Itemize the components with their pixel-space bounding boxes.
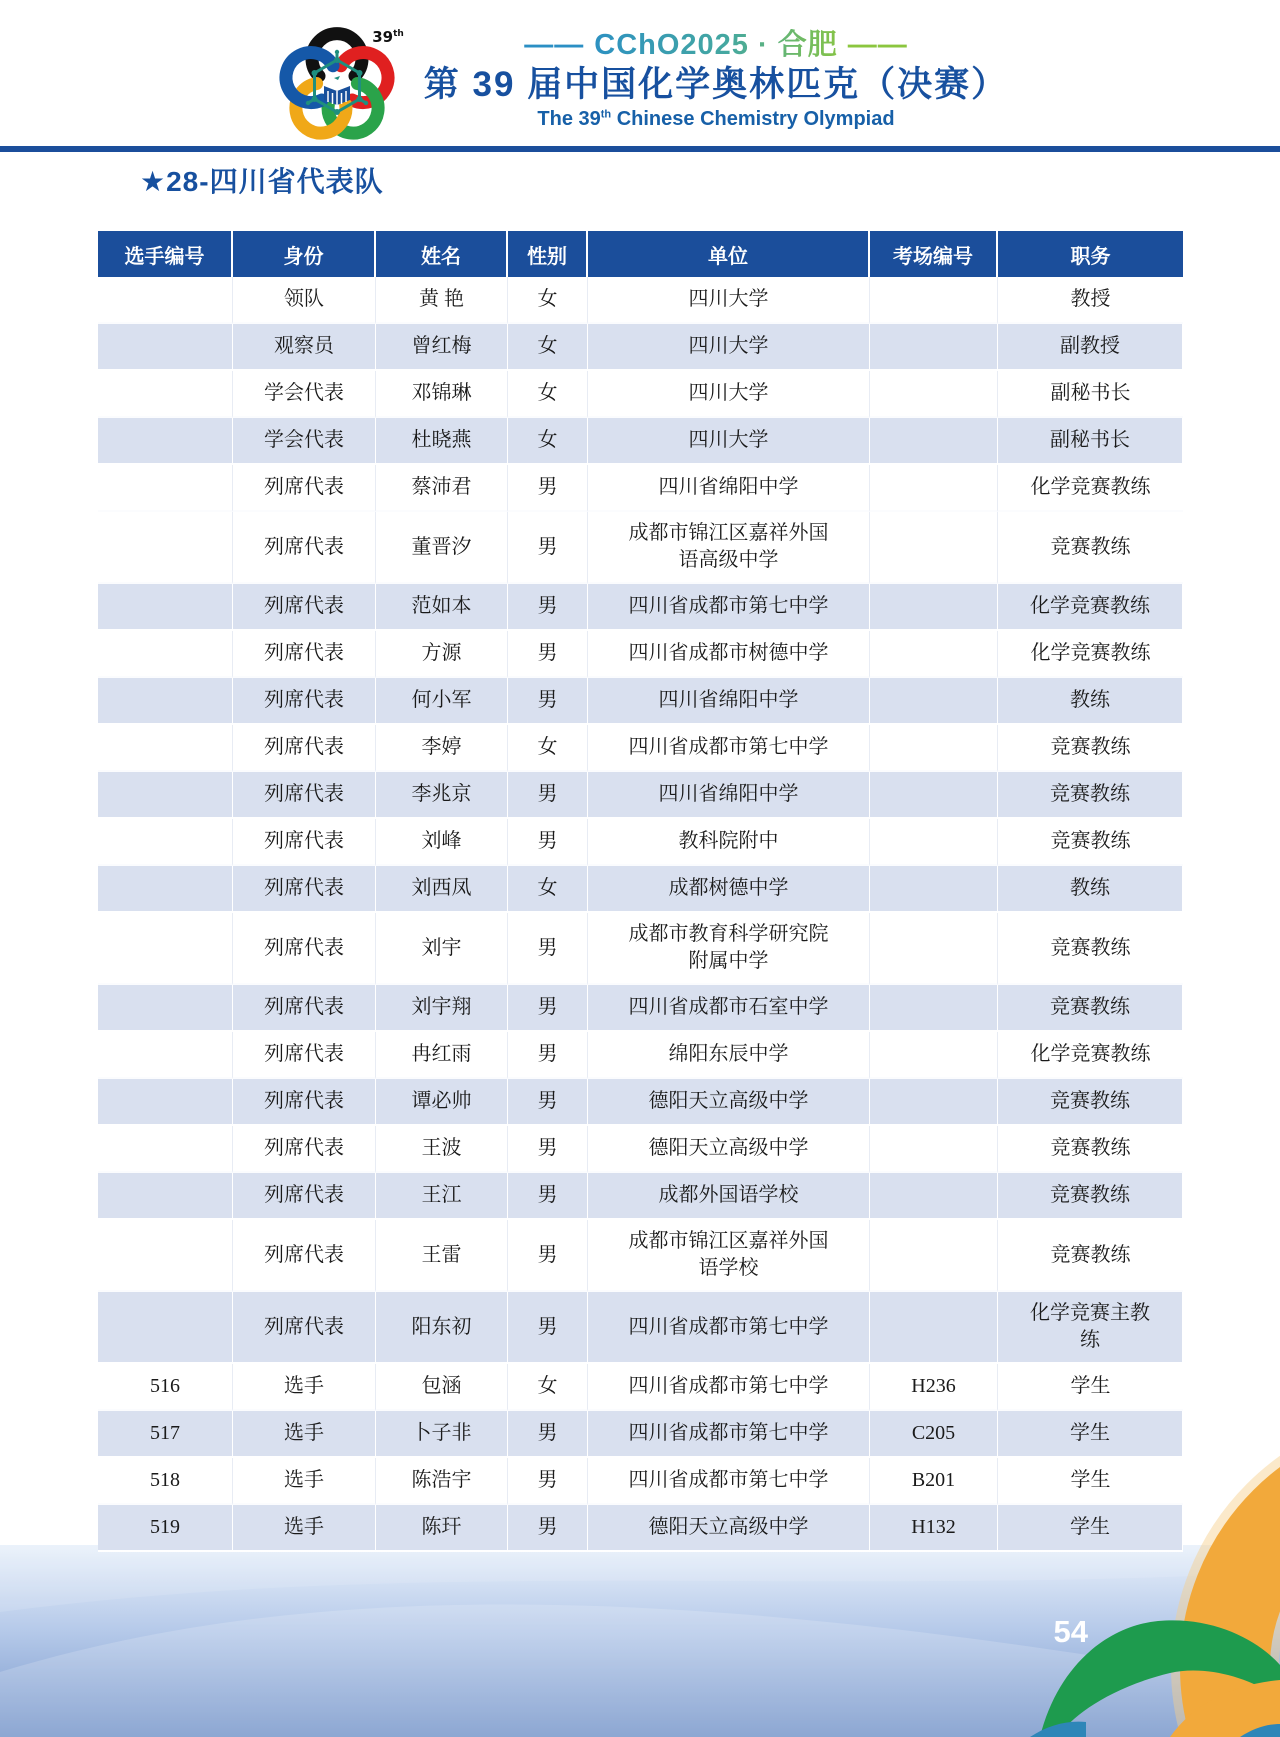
role-cell: 选手: [233, 1364, 376, 1411]
name-cell: 王雷: [376, 1220, 508, 1292]
gender-cell: 男: [508, 1411, 588, 1458]
unit-cell: 四川省绵阳中学: [588, 678, 870, 725]
role-cell: 观察员: [233, 324, 376, 371]
gender-cell: 女: [508, 324, 588, 371]
gender-cell: 男: [508, 1458, 588, 1505]
room-number-cell: [870, 772, 998, 819]
role-cell: 列席代表: [233, 725, 376, 772]
contestant-number-cell: [98, 678, 233, 725]
contestant-number-cell: [98, 725, 233, 772]
contestant-number-cell: [98, 1079, 233, 1126]
gender-cell: 男: [508, 1220, 588, 1292]
table-row: [98, 418, 1183, 465]
gender-cell: 男: [508, 819, 588, 866]
role-cell: 选手: [233, 1411, 376, 1458]
section-title: ★28-四川省代表队: [140, 166, 384, 197]
duty-cell: 竞赛教练: [998, 1173, 1183, 1220]
page-number: 54: [1053, 1614, 1088, 1649]
room-number-cell: [870, 1079, 998, 1126]
duty-cell: 竞赛教练: [998, 1220, 1183, 1292]
name-cell: 邓锦琳: [376, 371, 508, 418]
name-cell: 刘宇翔: [376, 985, 508, 1032]
duty-cell: 竞赛教练: [998, 985, 1183, 1032]
room-number-cell: [870, 418, 998, 465]
ccho-2025-hefei: CChO2025 · 合肥: [584, 29, 847, 61]
event-title-cn: 第 39 届中国化学奥林匹克（决赛）: [423, 64, 1009, 104]
role-cell: 列席代表: [233, 584, 376, 631]
delegation-table: [98, 231, 1183, 1552]
contestant-number-cell: 517: [98, 1411, 233, 1458]
unit-cell: 四川省成都市第七中学: [588, 1364, 870, 1411]
contestant-number-cell: [98, 1126, 233, 1173]
table-row: [98, 1292, 1183, 1364]
room-number-cell: [870, 584, 998, 631]
gender-cell: 男: [508, 465, 588, 512]
table-row: [98, 866, 1183, 913]
table-row: [98, 1458, 1183, 1505]
gender-cell: 女: [508, 277, 588, 324]
unit-cell: 四川省绵阳中学: [588, 465, 870, 512]
unit-cell: 四川省成都市石室中学: [588, 985, 870, 1032]
room-number-cell: [870, 913, 998, 985]
table-row: [98, 1411, 1183, 1458]
contestant-number-cell: [98, 1220, 233, 1292]
name-cell: 包涵: [376, 1364, 508, 1411]
role-cell: 选手: [233, 1505, 376, 1552]
name-cell: 黄 艳: [376, 277, 508, 324]
unit-cell: 教科院附中: [588, 819, 870, 866]
room-number-cell: [870, 985, 998, 1032]
room-number-cell: [870, 1292, 998, 1364]
role-cell: 列席代表: [233, 1079, 376, 1126]
duty-cell: 学生: [998, 1458, 1183, 1505]
unit-cell: 四川省成都市第七中学: [588, 1458, 870, 1505]
duty-cell: 竞赛教练: [998, 1126, 1183, 1173]
event-name-line: [524, 29, 907, 62]
room-number-cell: C205: [870, 1411, 998, 1458]
room-number-cell: [870, 725, 998, 772]
role-cell: 列席代表: [233, 985, 376, 1032]
name-cell: 卜子非: [376, 1411, 508, 1458]
unit-cell: 四川省成都市树德中学: [588, 631, 870, 678]
unit-cell: 成都市锦江区嘉祥外国语高级中学: [588, 512, 870, 584]
table-row: [98, 985, 1183, 1032]
room-number-cell: [870, 465, 998, 512]
duty-cell: 化学竞赛教练: [998, 631, 1183, 678]
logo-39th-badge: 39th: [372, 28, 404, 46]
gender-cell: 男: [508, 1173, 588, 1220]
contestant-number-cell: [98, 985, 233, 1032]
room-number-cell: H132: [870, 1505, 998, 1552]
duty-cell: 副教授: [998, 324, 1183, 371]
role-cell: 列席代表: [233, 678, 376, 725]
gender-cell: 男: [508, 1292, 588, 1364]
table-row: [98, 1032, 1183, 1079]
gender-cell: 男: [508, 584, 588, 631]
room-number-cell: [870, 1173, 998, 1220]
room-number-cell: B201: [870, 1458, 998, 1505]
duty-cell: 教授: [998, 277, 1183, 324]
gender-cell: 女: [508, 418, 588, 465]
contestant-number-cell: [98, 913, 233, 985]
duty-cell: 竞赛教练: [998, 819, 1183, 866]
duty-cell: 副秘书长: [998, 418, 1183, 465]
table-row: [98, 371, 1183, 418]
duty-cell: 教练: [998, 678, 1183, 725]
contestant-number-cell: [98, 584, 233, 631]
room-number-cell: [870, 819, 998, 866]
role-cell: 列席代表: [233, 866, 376, 913]
table-row: [98, 1220, 1183, 1292]
duty-cell: 副秘书长: [998, 371, 1183, 418]
unit-cell: 四川省成都市第七中学: [588, 725, 870, 772]
left-dash: ——: [524, 29, 585, 62]
unit-cell: 成都市锦江区嘉祥外国语学校: [588, 1220, 870, 1292]
unit-cell: 成都树德中学: [588, 866, 870, 913]
contestant-number-cell: 518: [98, 1458, 233, 1505]
name-cell: 曾红梅: [376, 324, 508, 371]
role-cell: 列席代表: [233, 772, 376, 819]
column-header-role: 身份: [233, 231, 376, 277]
table-row: [98, 1364, 1183, 1411]
table-row: [98, 772, 1183, 819]
contestant-number-cell: [98, 631, 233, 678]
ccho-logo: [272, 14, 410, 146]
column-header-unit: 单位: [588, 231, 870, 277]
room-number-cell: [870, 1126, 998, 1173]
name-cell: 谭必帅: [376, 1079, 508, 1126]
contestant-number-cell: [98, 866, 233, 913]
duty-cell: 学生: [998, 1505, 1183, 1552]
contestant-number-cell: [98, 819, 233, 866]
unit-cell: 成都外国语学校: [588, 1173, 870, 1220]
name-cell: 陈玕: [376, 1505, 508, 1552]
column-header-gender: 性别: [508, 231, 588, 277]
gender-cell: 男: [508, 913, 588, 985]
column-header-room-number: 考场编号: [870, 231, 998, 277]
table-row: [98, 1126, 1183, 1173]
page-header: [0, 14, 1280, 146]
table-row: [98, 584, 1183, 631]
role-cell: 列席代表: [233, 512, 376, 584]
gender-cell: 男: [508, 1032, 588, 1079]
duty-cell: 学生: [998, 1411, 1183, 1458]
unit-cell: 四川省绵阳中学: [588, 772, 870, 819]
duty-cell: 竞赛教练: [998, 512, 1183, 584]
table-row: [98, 725, 1183, 772]
name-cell: 杜晓燕: [376, 418, 508, 465]
gender-cell: 男: [508, 985, 588, 1032]
gender-cell: 男: [508, 1505, 588, 1552]
role-cell: 领队: [233, 277, 376, 324]
duty-cell: 竞赛教练: [998, 913, 1183, 985]
name-cell: 王波: [376, 1126, 508, 1173]
table-row: [98, 512, 1183, 584]
contestant-number-cell: [98, 772, 233, 819]
room-number-cell: [870, 1032, 998, 1079]
contestant-number-cell: 516: [98, 1364, 233, 1411]
table-row: [98, 1173, 1183, 1220]
duty-cell: 竞赛教练: [998, 772, 1183, 819]
gender-cell: 男: [508, 512, 588, 584]
role-cell: 学会代表: [233, 371, 376, 418]
right-dash: ——: [847, 29, 908, 62]
table-row: [98, 465, 1183, 512]
duty-cell: 竞赛教练: [998, 1079, 1183, 1126]
role-cell: 列席代表: [233, 1220, 376, 1292]
name-cell: 范如本: [376, 584, 508, 631]
unit-cell: 四川大学: [588, 277, 870, 324]
unit-cell: 四川大学: [588, 418, 870, 465]
column-header-contestant-number: 选手编号: [98, 231, 233, 277]
contestant-number-cell: [98, 1032, 233, 1079]
table-row: [98, 324, 1183, 371]
room-number-cell: [870, 1220, 998, 1292]
contestant-number-cell: [98, 277, 233, 324]
table-row: [98, 631, 1183, 678]
table-row: [98, 277, 1183, 324]
table-row: [98, 678, 1183, 725]
contestant-number-cell: [98, 371, 233, 418]
unit-cell: 四川大学: [588, 371, 870, 418]
name-cell: 冉红雨: [376, 1032, 508, 1079]
contestant-number-cell: [98, 418, 233, 465]
contestant-number-cell: [98, 1292, 233, 1364]
role-cell: 列席代表: [233, 465, 376, 512]
contestant-number-cell: 519: [98, 1505, 233, 1552]
name-cell: 董晋汐: [376, 512, 508, 584]
table-body: [98, 277, 1183, 1552]
contestant-number-cell: [98, 512, 233, 584]
name-cell: 蔡沛君: [376, 465, 508, 512]
unit-cell: 四川省成都市第七中学: [588, 1411, 870, 1458]
role-cell: 列席代表: [233, 913, 376, 985]
room-number-cell: [870, 371, 998, 418]
gender-cell: 男: [508, 631, 588, 678]
unit-cell: 德阳天立高级中学: [588, 1505, 870, 1552]
column-header-name: 姓名: [376, 231, 508, 277]
gender-cell: 男: [508, 772, 588, 819]
name-cell: 刘峰: [376, 819, 508, 866]
name-cell: 方源: [376, 631, 508, 678]
room-number-cell: [870, 324, 998, 371]
role-cell: 选手: [233, 1458, 376, 1505]
role-cell: 列席代表: [233, 1173, 376, 1220]
role-cell: 学会代表: [233, 418, 376, 465]
name-cell: 王江: [376, 1173, 508, 1220]
gender-cell: 男: [508, 1079, 588, 1126]
name-cell: 阳东初: [376, 1292, 508, 1364]
unit-cell: 四川大学: [588, 324, 870, 371]
gender-cell: 女: [508, 371, 588, 418]
header-divider: [0, 146, 1280, 152]
unit-cell: 德阳天立高级中学: [588, 1126, 870, 1173]
table-row: [98, 819, 1183, 866]
role-cell: 列席代表: [233, 819, 376, 866]
header-text-block: [424, 29, 1008, 131]
contestant-number-cell: [98, 465, 233, 512]
unit-cell: 成都市教育科学研究院附属中学: [588, 913, 870, 985]
room-number-cell: [870, 631, 998, 678]
name-cell: 刘西凤: [376, 866, 508, 913]
contestant-number-cell: [98, 1173, 233, 1220]
room-number-cell: [870, 866, 998, 913]
role-cell: 列席代表: [233, 1032, 376, 1079]
gender-cell: 女: [508, 1364, 588, 1411]
gender-cell: 男: [508, 678, 588, 725]
unit-cell: 四川省成都市第七中学: [588, 1292, 870, 1364]
name-cell: 李婷: [376, 725, 508, 772]
unit-cell: 四川省成都市第七中学: [588, 584, 870, 631]
name-cell: 李兆京: [376, 772, 508, 819]
column-header-duty: 职务: [1070, 245, 1111, 268]
duty-cell: 化学竞赛主教练: [998, 1292, 1183, 1364]
gender-cell: 男: [508, 1126, 588, 1173]
duty-cell: 教练: [998, 866, 1183, 913]
unit-cell: 绵阳东辰中学: [588, 1032, 870, 1079]
room-number-cell: [870, 678, 998, 725]
role-cell: 列席代表: [233, 1126, 376, 1173]
room-number-cell: H236: [870, 1364, 998, 1411]
table-row: [98, 1079, 1183, 1126]
room-number-cell: [870, 277, 998, 324]
table-row: [98, 1505, 1183, 1552]
role-cell: 列席代表: [233, 631, 376, 678]
role-cell: 列席代表: [233, 1292, 376, 1364]
duty-cell: 学生: [998, 1364, 1183, 1411]
duty-cell: 化学竞赛教练: [998, 584, 1183, 631]
name-cell: 陈浩宇: [376, 1458, 508, 1505]
room-number-cell: [870, 512, 998, 584]
duty-cell: 竞赛教练: [998, 725, 1183, 772]
contestant-number-cell: [98, 324, 233, 371]
gender-cell: 女: [508, 866, 588, 913]
event-title-en: The 39th Chinese Chemistry Olympiad: [537, 107, 895, 130]
table-header-row: [98, 231, 1183, 277]
unit-cell: 德阳天立高级中学: [588, 1079, 870, 1126]
duty-cell: 化学竞赛教练: [998, 1032, 1183, 1079]
gender-cell: 女: [508, 725, 588, 772]
duty-cell: 化学竞赛教练: [998, 465, 1183, 512]
name-cell: 何小军: [376, 678, 508, 725]
name-cell: 刘宇: [376, 913, 508, 985]
table-row: [98, 913, 1183, 985]
